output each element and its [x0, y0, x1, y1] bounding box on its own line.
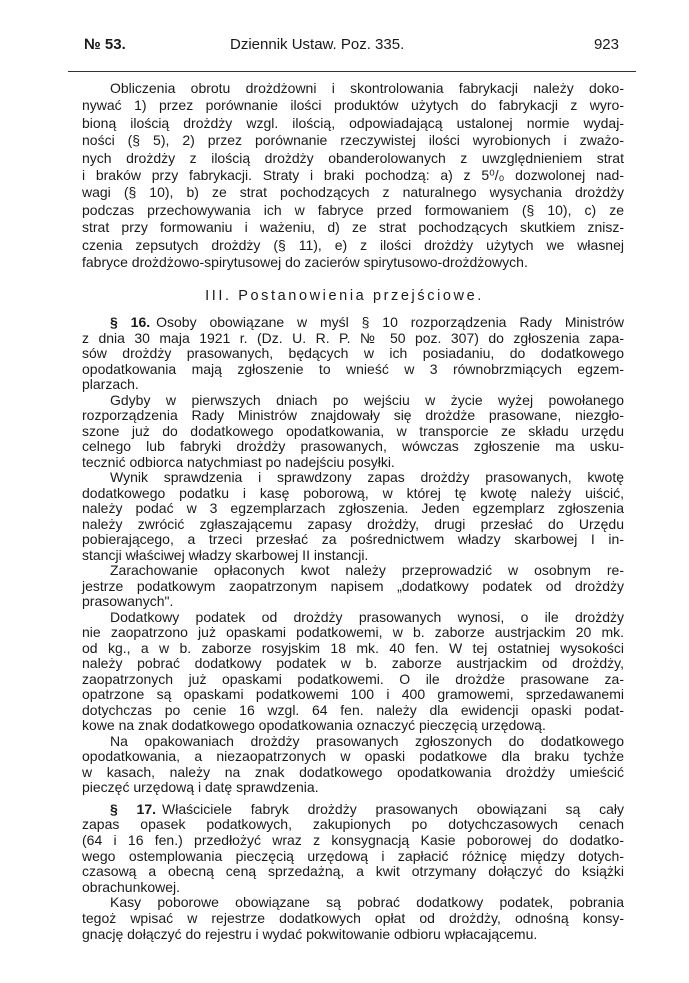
- text-line: [82, 115, 624, 132]
- line-text: (64 i 16 fen.) przedłożyć wraz z konsygnacją Kasie poborowej do dodatko-: [82, 831, 624, 848]
- text-line: [82, 563, 624, 579]
- line-text: w kasach, należy na znak dodatkowego opodatkowania drożdży umieścić: [82, 763, 624, 780]
- text-line: [82, 895, 624, 911]
- text-line: [82, 254, 624, 271]
- text-line: [82, 97, 624, 114]
- paragraph: [82, 802, 624, 896]
- line-text: zapas opasek podatkowych, zakupionych po dotychczasowych cenach: [82, 816, 624, 833]
- line-text: Zarachowanie opłaconych kwot należy przeprowadzić w osobnym re-: [110, 562, 624, 579]
- paragraph: [82, 734, 624, 796]
- section-number: § 17.: [110, 800, 157, 817]
- text-line: [82, 610, 624, 626]
- line-text: nych drożdży z ilością drożdży obanderolowanych z uwzględnieniem strat: [82, 149, 624, 166]
- journal-title: Dziennik Ustaw. Poz. 335.: [230, 36, 405, 53]
- line-text: opodatkowania, a niezaopatrzonych w opaski podatkowe dla braku tychże: [82, 748, 624, 765]
- text-line: [82, 927, 624, 943]
- line-text: rozporządzenia Rady Ministrów znajdowały się drożdże prasowane, niezgło-: [82, 407, 624, 424]
- text-line: [82, 780, 624, 796]
- text-line: [82, 579, 624, 595]
- text-line: [82, 80, 624, 97]
- text-line: [82, 864, 624, 880]
- text-line: [82, 765, 624, 781]
- text-line: [82, 315, 624, 331]
- line-text: czenia zepsutych drożdży (§ 11), e) z ilości drożdży użytych we własnej: [82, 236, 624, 253]
- issue-number: № 53.: [84, 36, 126, 53]
- line-text: szone już do dodatkowego opodatkowania, w transporcie ze składu urzędu: [82, 422, 624, 439]
- line-text: Dodatkowy podatek od drożdży prasowanych wynosi, o ile drożdży: [110, 608, 624, 625]
- line-text: jestrze podatkowym zaopatrzonym napisem „dodatkowy podatek od drożdży: [82, 577, 624, 594]
- text-line: [82, 532, 624, 548]
- text-line: [82, 625, 624, 641]
- line-text: zaopatrzonych już opaskami podatkowemi. O ile drożdże prasowane za-: [82, 670, 624, 687]
- text-line: [82, 734, 624, 750]
- line-text: kowe na znak dodatkowego opodatkowania oznaczyć pieczęcią urzędową.: [82, 717, 546, 734]
- text-line: [82, 184, 624, 201]
- line-text: z dnia 30 maja 1921 r. (Dz. U. R. P. № 50 poz. 307) do zgłoszenia zapa-: [82, 329, 624, 346]
- text-line: [82, 470, 624, 486]
- text-line: [82, 718, 624, 734]
- line-text: bioną ilością drożdży wzgl. ilością, odpowiadającą ustalonej normie wydaj-: [82, 114, 624, 131]
- text-line: [82, 331, 624, 347]
- line-text: czasową a obecną ceną sprzedażną, a kwit otrzymany dołączyć do książki: [82, 863, 624, 880]
- text-line: [82, 219, 624, 236]
- paragraph: [82, 80, 624, 271]
- paragraph: [82, 470, 624, 563]
- line-text: dodatkowego podatku i kasę poborową, w której tę kwotę należy uiścić,: [82, 484, 624, 501]
- line-text: Osoby obowiązane w myśl § 10 rozporządzenia Rady Ministrów: [156, 314, 624, 331]
- line-text: stancji właściwej władzy skarbowej II instancji.: [82, 546, 369, 563]
- text-line: [82, 880, 624, 896]
- line-text: Wynik sprawdzenia i sprawdzony zapas drożdży prasowanych, kwotę: [110, 469, 624, 486]
- line-text: tegoż wpisać w rejestrze dodatkowych opłat od drożdży, odnośną konsy-: [82, 909, 624, 926]
- text-line: [82, 455, 624, 471]
- line-text: Gdyby w pierwszych dniach po wejściu w życie wyżej powołanego: [110, 391, 624, 408]
- line-text: wagi (§ 10), b) ze strat pochodzących z naturalnego wysychania drożdży: [82, 184, 624, 201]
- line-text: i braków przy fabrykacji. Straty i braki pochodzą: a) z 5⁰/₀ dozwolonej nad-: [82, 166, 624, 183]
- text-line: [82, 408, 624, 424]
- page-body: [82, 80, 624, 942]
- page-number: 923: [593, 36, 619, 53]
- text-block-section-17: [82, 802, 624, 942]
- line-text: pobierającego, a trzeci przesłać za pośrednictwem władzy skarbowej I in-: [82, 531, 624, 548]
- text-line: [82, 703, 624, 719]
- text-line: [82, 656, 624, 672]
- text-line: [82, 439, 624, 455]
- text-line: [82, 548, 624, 564]
- text-line: [82, 749, 624, 765]
- line-text: fabryce drożdżowo-spirytusowej do zacierów spirytusowo-drożdżowych.: [82, 253, 528, 270]
- line-text: prasowanych".: [82, 593, 174, 610]
- text-line: [82, 817, 624, 833]
- text-line: [82, 486, 624, 502]
- line-text: dotychczas po cenie 16 wzgl. 64 fen. należy dla ewidencji opaski podat-: [82, 701, 624, 718]
- line-text: obrachunkowej.: [82, 878, 181, 895]
- line-text: gnację dołączyć do rejestru i wydać pokwitowanie odbioru wpłacającemu.: [82, 925, 538, 942]
- text-line: [82, 362, 624, 378]
- line-text: nie zaopatrzono już opaskami podatkowemi, w b. zaborze austrjackim 20 mk.: [82, 624, 624, 641]
- line-text: plarzach.: [82, 376, 139, 393]
- line-text: tecznić odbiorca natychmiast po nadejściu posyłki.: [82, 453, 395, 470]
- text-line: [82, 501, 624, 517]
- line-text: opatrzone są opaskami podatkowemi 100 i 400 gramowemi, sprzedawanemi: [82, 686, 624, 703]
- line-text: należy pobrać dodatkowy podatek w b. zaborze austrjackim od drożdży,: [82, 655, 624, 672]
- line-text: ności (§ 5), 2) przez porównanie rzeczywistej ilości wyrobionych i zważo-: [82, 132, 624, 149]
- line-text: strat przy formowaniu i ważeniu, d) ze strat pochodzących skutkiem znisz-: [82, 219, 624, 236]
- text-line: [82, 150, 624, 167]
- text-line: [82, 202, 624, 219]
- line-text: Właściciele fabryk drożdży prasowanych obowiązani są cały: [162, 800, 624, 817]
- line-text: Na opakowaniach drożdży prasowanych zgłoszonych do dodatkowego: [110, 732, 624, 749]
- text-line: [82, 911, 624, 927]
- line-text: należy zwrócić zgłaszającemu zapasy drożdży, drugi przesłać do Urzędu: [82, 515, 624, 532]
- line-text: Obliczenia obrotu drożdżowni i skontrolowania fabrykacji należy doko-: [110, 80, 624, 96]
- line-text: celnego lub fabryki drożdży prasowanych, wówczas zgłoszenie ma usku-: [82, 438, 624, 455]
- text-line: [82, 641, 624, 657]
- text-line: [82, 672, 624, 688]
- line-text: nywać 1) przez porównanie ilości produktów użytych do fabrykacji z wyro-: [82, 97, 624, 114]
- text-line: [82, 132, 624, 149]
- section-number: § 16.: [110, 314, 151, 331]
- section-heading: III. Postanowienia przejściowe.: [205, 288, 484, 305]
- paragraph: [82, 393, 624, 471]
- text-line: [82, 424, 624, 440]
- line-text: należy podać w 3 egzemplarzach zgłoszenia. Jeden egzemplarz zgłoszenia: [82, 500, 624, 517]
- text-line: [82, 802, 624, 818]
- text-line: [82, 594, 624, 610]
- paragraph: [82, 610, 624, 734]
- line-text: Kasy poborowe obowiązane są pobrać dodatkowy podatek, pobrania: [110, 894, 624, 911]
- text-block-intro: [82, 80, 624, 271]
- text-block-section-16: [82, 315, 624, 796]
- paragraph: [82, 563, 624, 610]
- text-line: [82, 393, 624, 409]
- text-line: [82, 687, 624, 703]
- text-line: [82, 237, 624, 254]
- text-line: [82, 849, 624, 865]
- text-line: [82, 833, 624, 849]
- line-text: wego ostemplowania pieczęcią urzędową i zapłacić różnicę między dotych-: [82, 847, 624, 864]
- paragraph: [82, 895, 624, 942]
- text-line: [82, 377, 624, 393]
- line-text: od kg., a w b. zaborze rosyjskim 18 mk. 40 fen. W tej ostatniej wysokości: [82, 639, 624, 656]
- line-text: opodatkowania mają zgłoszenie to wnieść w 3 równobrzmiących egzem-: [82, 360, 624, 377]
- line-text: sów drożdży prasowanych, będących w ich posiadaniu, do dodatkowego: [82, 345, 624, 362]
- header-rule: [68, 71, 636, 72]
- text-line: [82, 346, 624, 362]
- line-text: pieczęć urzędową i datę sprawdzenia.: [82, 779, 319, 796]
- text-line: [82, 517, 624, 533]
- paragraph: [82, 315, 624, 393]
- text-line: [82, 167, 624, 184]
- line-text: podczas przechowywania ich w fabryce przed formowaniem (§ 10), c) ze: [82, 201, 624, 218]
